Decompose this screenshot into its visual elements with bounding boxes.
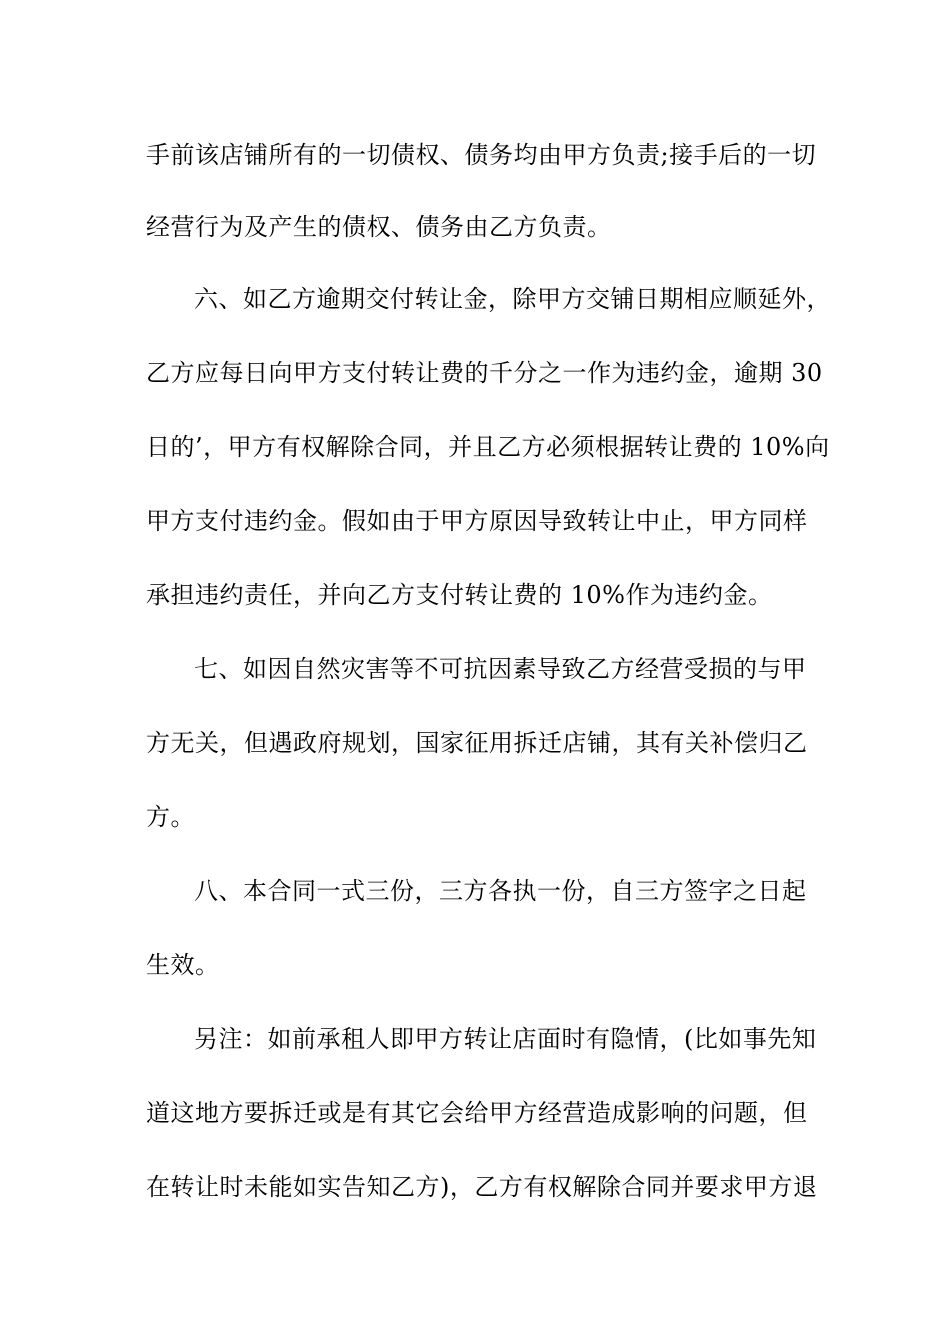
clause-6-line: 六、如乙方逾期交付转让金，除甲方交铺日期相应顺延外， <box>194 285 831 313</box>
text-line: 日的’，甲方有权解除合同，并且乙方必须根据转让费的 10%向 <box>146 433 830 461</box>
text-line: 方。 <box>146 803 195 831</box>
text-line: 承担违约责任，并向乙方支付转让费的 10%作为违约金。 <box>146 581 773 609</box>
clause-8-line: 八、本合同一式三份，三方各执一份，自三方签字之日起 <box>194 877 807 905</box>
note-line: 另注：如前承租人即甲方转让店面时有隐情，(比如事先知 <box>194 1025 817 1053</box>
text-line: 乙方应每日向甲方支付转让费的千分之一作为违约金，逾期 30 <box>146 359 823 387</box>
text-line: 甲方支付违约金。假如由于甲方原因导致转让中止，甲方同样 <box>146 507 808 535</box>
clause-7-line: 七、如因自然灾害等不可抗因素导致乙方经营受损的与甲 <box>194 655 807 683</box>
text-line: 方无关，但遇政府规划，国家征用拆迁店铺，其有关补偿归乙 <box>146 729 808 757</box>
text-line: 道这地方要拆迁或是有其它会给甲方经营造成影响的问题，但 <box>146 1099 808 1127</box>
text-line: 生效。 <box>146 951 220 979</box>
text-line: 手前该店铺所有的一切债权、债务均由甲方负责;接手后的一切 <box>146 141 817 169</box>
text-line: 在转让时未能如实告知乙方)，乙方有权解除合同并要求甲方退 <box>146 1173 818 1201</box>
text-line: 经营行为及产生的债权、债务由乙方负责。 <box>146 213 612 241</box>
